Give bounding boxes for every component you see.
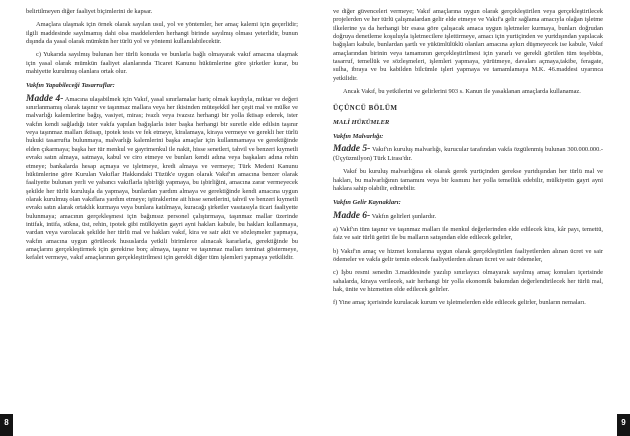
right-paragraph-1: ve diğer güvenceleri vermeye; Vakıf amaçlarına uygun olarak gerçekleştirilen veya gerçekleştirilecek projelerden ve her türlü çalışmalardan gelir elde etmeye ve Vakıf'a gelir sağlama amacıyla olağan işletme ilkelerine ya da herhangi bir esasa göre çalışacak amaca uygun işletmeler kurmaya, bunları doğrudan doğruya denetleme koşuluyla işletmecilere işlettirmeye, amacı için yurtiçinden ve yurtdışından yapılacak bağışları kabule, bunlardan şartlı ve yükümlülüklü olanları amacına aykırı düşmeyecek ise kabule, Vakıf amaçlarından birinin veya tamamının gerçekleştirilmesi için yararlı ve gerekli görülen tüm teşebbüs, tasarruf, temellük ve sözleşmeleri, işlemleri yapmaya, yürütmeye, davaları açmaya,takibe, feragate, sulha, ibraya ve bu kabilden bilcümle işleri yapmaya ve tamamlamaya M.K. 46.maddesi uyarınca yetkilidir. bbox=[333, 8, 603, 82]
income-item-a: a) Vakf'ın tüm taşınır ve taşınmaz malları ile menkul değerlerinden elde edilecek kira, kâr payı, temettü, faiz ve sair türlü getiri ile bu malların satışından elde edilecek gelirler, bbox=[333, 225, 603, 242]
heading-income: Vakfın Gelir Kaynakları: bbox=[333, 199, 401, 207]
article-4 bbox=[26, 95, 298, 263]
left-page bbox=[26, 8, 298, 268]
left-paragraph-3: c) Yukarıda sayılmış bulunan her türlü konuda ve bunlarla bağlı olmayarak vakıf amacına ulaşmak için yasal olarak mümkün faaliyet alanlarında Ticaret Kanunu hükümlerine göre şirketler kurar, bu mahiyette kurulmuş olanlara ortak olur. bbox=[26, 51, 298, 76]
section-title: ÜÇÜNCÜ BÖLÜM bbox=[333, 104, 398, 113]
left-paragraph-1: belirtilmeyen diğer faaliyet biçimlerini de kapsar. bbox=[26, 8, 153, 15]
article-4-text: Amacına ulaşabilmek için Vakıf, yasal sınırlamalar hariç olmak kaydıyla, miktar ve değeri sınırlanmamış olarak taşınır ve taşınmaz mallara veya her ikisinden müteşekkil her çeşit mal ve mülke ve malvarlığı kalemlerine bağış, vasiyet, miras; ivazlı veya ivazsız herhangi bir yolla iktisap ederek, ister vakfın kendi sağladığı ister vakfa yapılan bağışlarla ister başka herhangi bir suretle elde edilsin taşınır veya taşınmaz malları iktisap, ipotek tesis ve fek etmeye, kiralamaya, kiraya vermeye ve gerekli her türlü hukuki tasarrufta bulunmaya, malvarlığı kalemlerini başka amaçlar için kullanmamaya ve gerektiğinde elden çıkarmaya; başka her tür menkul ve gayrimenkul ile nakit, hisse senetleri, tahvil ve benzeri kıymetli evrakı satın almaya, satmaya, kabul ve ciro etmeye ve bunları kendi adına veya başkaları adına rehin etmeye; bankalarda hesap açmaya ve işletmeye, kredi almaya ve vermeye; Türk Medeni Kanunu hükümlerine göre Kurulan Vakıflar Hakkındaki Tüzük'e uygun olarak Vakıf'ın amacına benzer olarak faaliyette bulunan yerli ve yabancı vakıflarla işbirliği yapmaya, bu işbirliğini, amacına zarar vermeyecek şekilde her türlü kuruluşla da yapmaya, bunlardan yardım almaya ve gerektiğinde kendi amacına uygun olarak kurulmuş olan vakıflara yardım etmeye; iştiraklerine ait hisse senetlerini, tahvil ve benzeri kıymetli evrakı satın alarak ortaklık kurmaya veya bunlara katılmaya, kuracağı şirketler vasıtasıyla ticari faaliyette bulunmaya; amacının gerçekleşmesi için bağımsız personel çalıştırmaya, taşınmaz mallar üzerinde intifak, intifa, sükna, üst, rehin, ipotek gibi mülkiyetin gayri ayni hakları kabule, bu hakları kullanmaya, vardan veya varolacak şekilde her türlü mal ve hakları vakıf, kira ve sair akit ve sözleşmeler yapmaya, vakfın amacına uygun görülecek hususlarda yetkili birimlerce alınacak kararlarla, gerektiğinde bu amaçlarını gerçekleştirmek için gerekirse borç almaya, taşınır ve taşınmaz malları teminat göstermeye, kefalet vermeye, vakıf amaçlarının gerçekleştirilmesi için gerekli diğer tüm işlemleri yapmaya yetkilidir. bbox=[26, 95, 298, 262]
left-paragraph-2: Amaçlara ulaşmak için örnek olarak sayılan usul, yol ve yöntemler, her amaç kalemi için geçerlidir; ilgili maddesinde sayılmamış dahi olsa maddelerden herhangi birinde sayılmış olması yeterlidir, bunun dışında da yasal olarak mümkün her türlü yol ve yöntemi kullanılabilecektir. bbox=[26, 21, 298, 46]
right-paragraph-3: Vakıf bu kuruluş malvarlığına ek olarak gerek yurtiçinden gerekse yurtdışından her türlü mal ve hakları, bu malvarlığının tamamını veya bir kısmını her yolla temellük edebilir, mülkiyetin gayri ayni haklara sahip olabilir, edinebilir. bbox=[333, 168, 603, 192]
article-5-label: Madde 5- bbox=[333, 144, 371, 155]
income-item-b: b) Vakıf'ın amaç ve hizmet konularına uygun olarak gerçekleştirilen faaliyetlerden alınan ücret ve sair ödemeler ve vakfa gelir temin edecek faaliyetlerden alınan ücret ve sair ödemeler, bbox=[333, 247, 603, 263]
article-4-label: Madde 4- bbox=[26, 93, 64, 104]
heading-assets: Vakfın Malvarlığı: bbox=[333, 133, 384, 141]
article-5 bbox=[333, 145, 603, 163]
right-page bbox=[333, 8, 603, 313]
left-heading: Vakfın Yapabileceği Tasarruflar: bbox=[26, 82, 115, 90]
article-6-text: Vakfın gelirleri şunlardır. bbox=[371, 212, 437, 220]
subsection-title: MALİ HÜKÜMLER bbox=[333, 118, 390, 126]
income-item-c: c) İşbu resmi senedin 3.maddesinde yazılıp sınırlayıcı olmayarak sayılmış amaç konuları içerisinde sahalarda, kiraya verilecek, sair herhangi bir yolla ekonomik bakımdan değerlendirilecek her türlü mal, hak, ünite ve hizmetten elde edilecek gelirler. bbox=[333, 269, 603, 293]
article-6 bbox=[333, 212, 603, 221]
right-paragraph-2: Ancak Vakıf, bu yetkilerini ve gelirlerini 903 s. Kanun ile yasaklanan amaçlarda kullanamaz. bbox=[343, 88, 581, 96]
page-number-right: 9 bbox=[617, 414, 630, 436]
income-item-f: f) Yine amaç içerisinde kurulacak kurum ve işletmelerden elde edilecek gelirler, bunların nemaları. bbox=[333, 299, 586, 307]
article-5-text: Vakıf'ın kuruluş malvarlığı, kurucular tarafından vakfa özgülenmiş bulunan 300.000.000.- (Üçyüzmilyon) Türk Lirası'dır. bbox=[333, 146, 604, 162]
page-number-left: 8 bbox=[0, 414, 13, 436]
article-6-label: Madde 6- bbox=[333, 210, 371, 221]
